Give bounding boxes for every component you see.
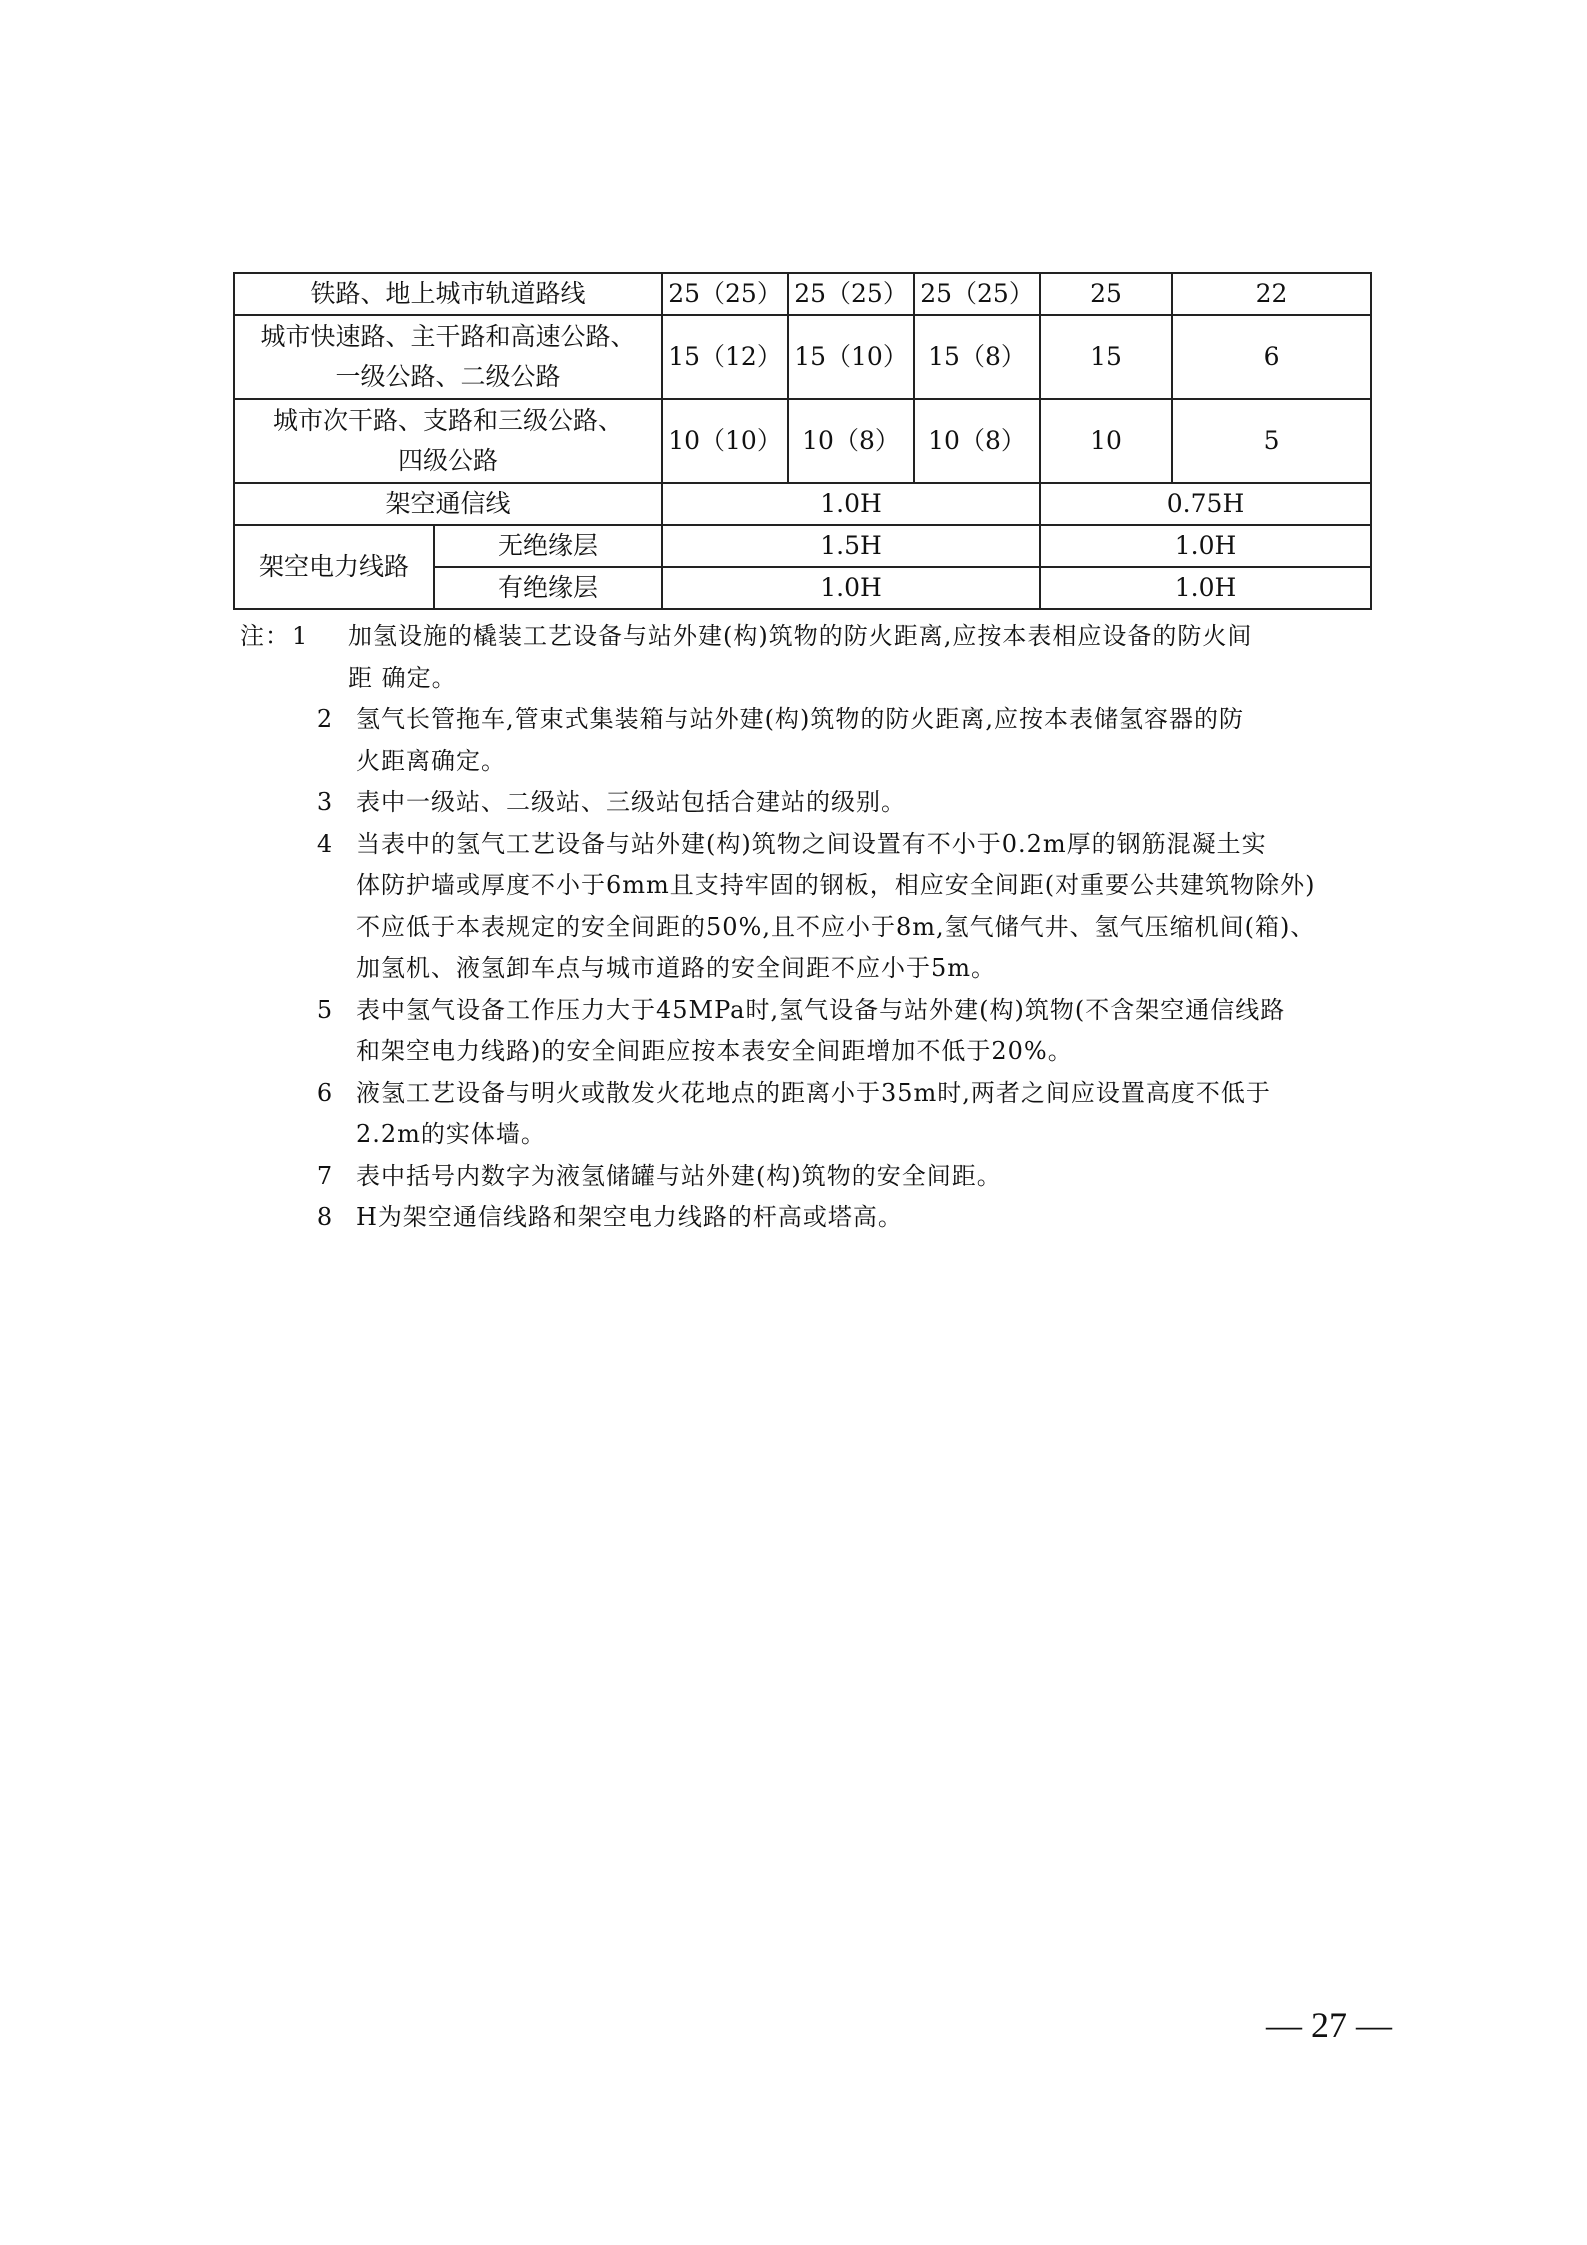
table-cell: 25（25）: [914, 273, 1040, 315]
table-cell: 25: [1040, 273, 1172, 315]
note-text: [356, 1073, 1390, 1156]
note-text: [356, 824, 1390, 990]
table-cell: 15（12）: [662, 315, 788, 399]
table-row: [234, 483, 1371, 525]
table-row: [234, 399, 1371, 483]
note-text: [356, 699, 1390, 782]
table-cell: 1.0H: [662, 567, 1040, 609]
note-number: 8: [316, 1203, 334, 1231]
table-row: [234, 525, 1371, 567]
note-line: 体防护墙或厚度不小于6mm且支持牢固的钢板，相应安全间距(对重要公共建筑物除外): [356, 871, 1316, 899]
row-label: 铁路、地上城市轨道路线: [234, 273, 662, 315]
safety-distance-table: [233, 272, 1372, 610]
table-cell: 25（25）: [788, 273, 914, 315]
table-cell: 10（10）: [662, 399, 788, 483]
note-line: 距 确定。: [348, 663, 457, 692]
table-cell: 0.75H: [1040, 483, 1371, 525]
table-cell: 15（10）: [788, 315, 914, 399]
table-row: [234, 273, 1371, 315]
note-line: 氢气长管拖车,管束式集装箱与站外建(构)筑物的防火距离,应按本表储氢容器的防: [356, 705, 1244, 733]
table-cell: 10: [1040, 399, 1172, 483]
table-cell: 5: [1172, 399, 1371, 483]
note-number: 2: [316, 705, 334, 733]
note-text: [356, 990, 1390, 1073]
row-label-line: 四级公路: [398, 446, 499, 475]
note-item: [240, 699, 1390, 782]
row-label-line: 城市快速路、主干路和高速公路、: [260, 322, 636, 351]
note-text: [356, 1197, 1390, 1239]
row-label: [234, 399, 662, 483]
note-line: 当表中的氢气工艺设备与站外建(构)筑物之间设置有不小于0.2m厚的钢筋混凝土实: [356, 829, 1267, 858]
note-line: H为架空通信线路和架空电力线路的杆高或塔高。: [356, 1203, 903, 1231]
note-text: [356, 782, 1390, 824]
table-cell: 1.5H: [662, 525, 1040, 567]
notes-label: 注：: [240, 622, 290, 650]
note-line: 加氢设施的橇装工艺设备与站外建(构)筑物的防火距离,应按本表相应设备的防火间: [348, 622, 1253, 650]
table-cell: 1.0H: [1040, 567, 1371, 609]
row-label: 架空通信线: [234, 483, 662, 525]
note-item: [240, 782, 1390, 824]
note-number: 6: [316, 1078, 334, 1107]
table-cell: 15: [1040, 315, 1172, 399]
note-item: [240, 616, 1390, 699]
row-group-label: 架空电力线路: [234, 525, 434, 609]
note-text: [302, 616, 1390, 699]
row-label-line: 一级公路、二级公路: [335, 362, 561, 391]
note-line: 表中括号内数字为液氢储罐与站外建(构)筑物的安全间距。: [356, 1161, 1002, 1190]
page-number: — 27 —: [1266, 2005, 1392, 2045]
row-sub-label: 无绝缘层: [434, 525, 662, 567]
note-line: 加氢机、液氢卸车点与城市道路的安全间距不应小于5m。: [356, 954, 997, 982]
note-line: 火距离确定。: [356, 746, 506, 775]
note-line: 不应低于本表规定的安全间距的50%,且不应小于8m,氢气储气井、氢气压缩机间(箱)、: [356, 912, 1316, 941]
row-label: [234, 315, 662, 399]
row-sub-label: 有绝缘层: [434, 567, 662, 609]
row-label-line: 城市次干路、支路和三级公路、: [273, 406, 624, 435]
table-cell: 10（8）: [914, 399, 1040, 483]
note-text: [356, 1156, 1390, 1198]
note-line: 表中氢气设备工作压力大于45MPa时,氢气设备与站外建(构)筑物(不含架空通信线路: [356, 995, 1286, 1024]
table-cell: 10（8）: [788, 399, 914, 483]
note-number: 1: [292, 622, 309, 650]
note-number: 4: [316, 829, 334, 858]
table-cell: 25（25）: [662, 273, 788, 315]
table-notes: [240, 616, 1390, 1239]
note-item: [240, 1197, 1390, 1239]
table-cell: 6: [1172, 315, 1371, 399]
table-cell: 1.0H: [662, 483, 1040, 525]
note-item: [240, 1073, 1390, 1156]
table-cell: 1.0H: [1040, 525, 1371, 567]
note-item: [240, 824, 1390, 990]
note-line: 和架空电力线路)的安全间距应按本表安全间距增加不低于20%。: [356, 1037, 1073, 1065]
note-item: [240, 990, 1390, 1073]
table-row: [234, 315, 1371, 399]
note-line: 表中一级站、二级站、三级站包括合建站的级别。: [356, 788, 906, 816]
note-number: 5: [316, 995, 334, 1024]
note-item: [240, 1156, 1390, 1198]
note-number: 7: [316, 1161, 334, 1190]
table-cell: 15（8）: [914, 315, 1040, 399]
note-line: 液氢工艺设备与明火或散发火花地点的距离小于35m时,两者之间应设置高度不低于: [356, 1078, 1271, 1107]
table-cell: 22: [1172, 273, 1371, 315]
note-line: 2.2m的实体墙。: [356, 1120, 546, 1148]
note-number: 3: [316, 788, 334, 816]
